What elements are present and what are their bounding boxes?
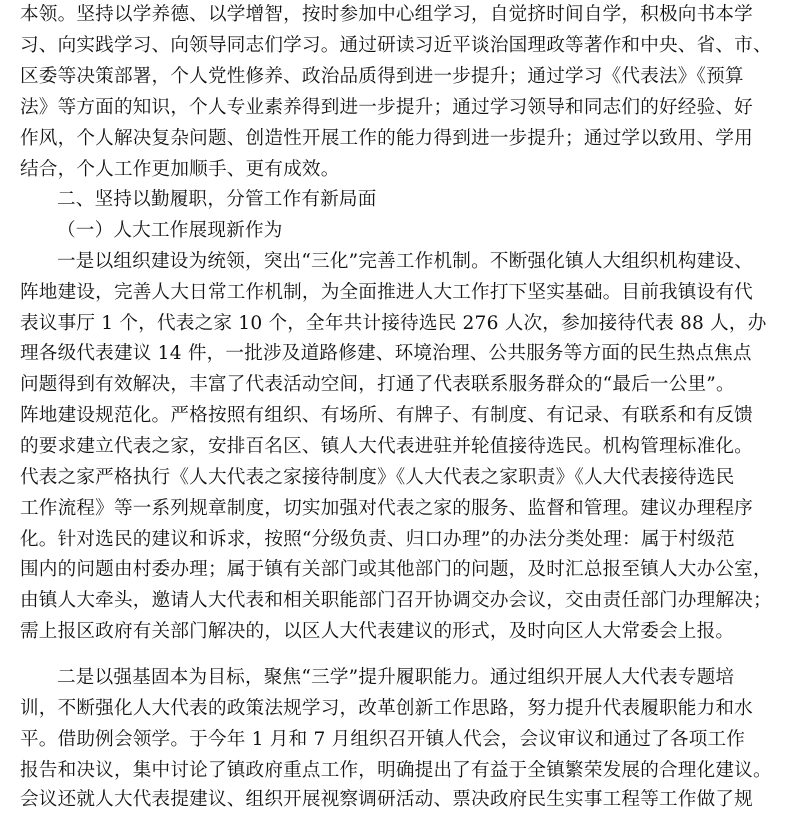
text-line: 表议事厅 1 个，代表之家 10 个，全年共计接待选民 276 人次，参加接待代表 88 人，办 [20, 313, 767, 334]
text-line: 一是以组织建设为统领，突出“三化”完善工作机制。不断强化镇人大组织机构建设、 [57, 251, 753, 272]
text-line: 区委等决策部署，个人党性修养、政治品质得到进一步提升；通过学习《代表法》《预算 [20, 66, 744, 87]
text-line: 习、向实践学习、向领导同志们学习。通过研读习近平谈治国理政等著作和中央、省、市、 [20, 35, 772, 56]
text-line: 阵地建设，完善人大日常工作机制，为全面推进人大工作打下坚实基础。目前我镇设有代 [20, 282, 753, 303]
text-line: 报告和决议，集中讨论了镇政府重点工作，明确提出了有益于全镇繁荣发展的合理化建议。 [20, 760, 772, 781]
text-line: 理各级代表建议 14 件，一批涉及道路修建、环境治理、公共服务等方面的民生热点焦点 [20, 343, 752, 364]
text-line: 法》等方面的知识，个人专业素养得到进一步提升；通过学习领导和同志们的好经验、好 [20, 97, 753, 118]
text-line: 工作流程》等一系列规章制度，切实加强对代表之家的服务、监督和管理。建议办理程序 [20, 498, 753, 519]
text-line: 本领。坚持以学养德、以学增智，按时参加中心组学习，自觉挤时间自学，积极向书本学 [20, 4, 753, 25]
text-line: 的要求建立代表之家，安排百名区、镇人大代表进驻并轮值接待选民。机构管理标准化。 [20, 436, 753, 457]
text-line: 二是以强基固本为目标，聚焦“三学”提升履职能力。通过组织开展人大代表专题培 [57, 667, 735, 688]
text-line: 由镇人大牵头，邀请人大代表和相关职能部门召开协调交办会议，交由责任部门办理解决； [20, 590, 772, 611]
text-line: 阵地建设规范化。严格按照有组织、有场所、有牌子、有制度、有记录、有联系和有反馈 [20, 405, 753, 426]
text-line: 问题得到有效解决，丰富了代表活动空间，打通了代表联系服务群众的“最后一公里”。 [20, 374, 735, 395]
text-line: 代表之家严格执行《人大代表之家接待制度》《人大代表之家职责》《人大代表接待选民 [20, 467, 735, 488]
subsection-heading: （一）人大工作展现新作为 [57, 220, 283, 241]
text-line: 围内的问题由村委办理；属于镇有关部门或其他部门的问题，及时汇总报至镇人大办公室， [20, 559, 772, 580]
text-line: 作风，个人解决复杂问题、创造性开展工作的能力得到进一步提升；通过学以致用、学用 [20, 128, 753, 149]
text-line: 需上报区政府有关部门解决的，以区人大代表建议的形式，及时向区人大常委会上报。 [20, 621, 735, 642]
section-heading: 二、坚持以勤履职，分管工作有新局面 [57, 189, 377, 210]
text-line: 化。针对选民的建议和诉求，按照“分级负责、归口办理”的办法分类处理：属于村级范 [20, 529, 735, 550]
text-line: 平。借助例会领学。于今年 1 月和 7 月组织召开镇人代会，会议审议和通过了各项工作 [20, 729, 746, 750]
text-line: 会议还就人大代表提建议、组织开展视察调研活动、票决政府民生实事工程等工作做了规 [20, 789, 753, 810]
text-line: 结合，个人工作更加顺手、更有成效。 [20, 159, 340, 180]
text-line: 训，不断强化人大代表的政策法规学习，改革创新工作思路，努力提升代表履职能力和水 [20, 698, 753, 719]
